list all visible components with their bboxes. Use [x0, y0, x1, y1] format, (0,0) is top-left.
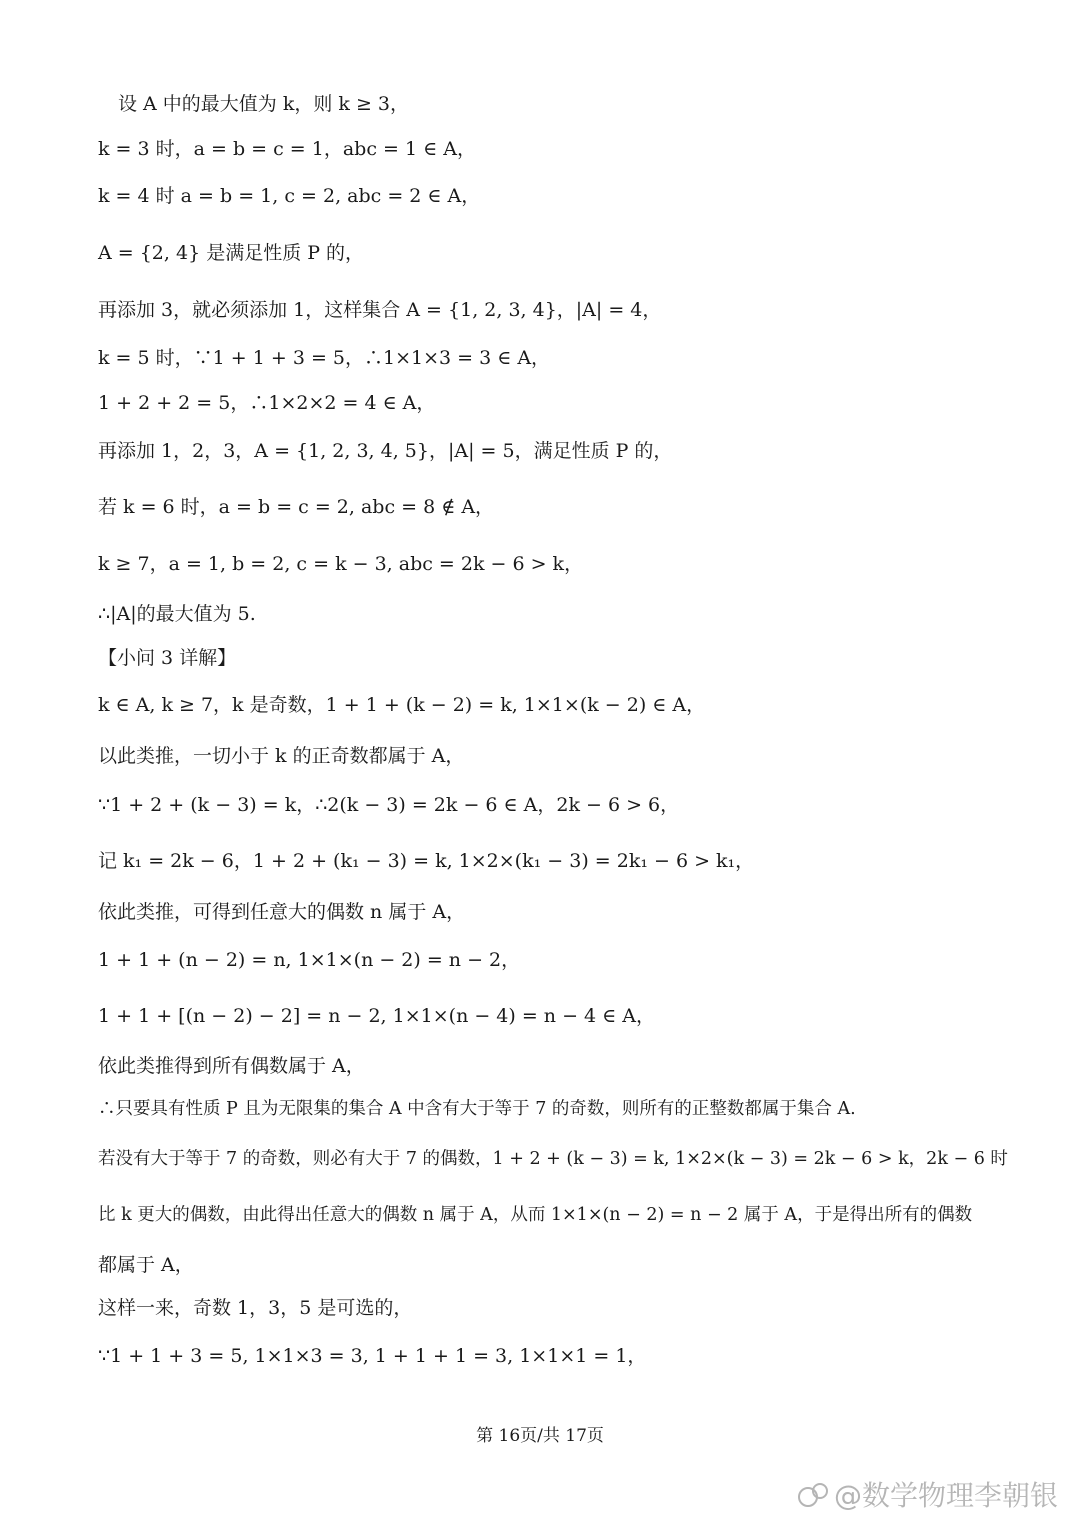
text-line: 若 k = 6 时，a = b = c = 2, abc = 8 ∉ A，: [98, 496, 495, 518]
text-line: ∴只要具有性质 P 且为无限集的集合 A 中含有大于等于 7 的奇数，则所有的正整数都属于集合 A.: [98, 1099, 856, 1119]
text-line: ∴|A|的最大值为 5.: [98, 603, 256, 625]
section-heading: 【小问 3 详解】: [98, 647, 237, 669]
text-line: 依此类推，可得到任意大的偶数 n 属于 A，: [98, 901, 466, 923]
text-line: 都属于 A，: [98, 1254, 194, 1276]
text-line: ∵1 + 1 + 3 = 5, 1×1×3 = 3, 1 + 1 + 1 = 3, 1×1×1 = 1，: [98, 1345, 647, 1367]
text-line: 依此类推得到所有偶数属于 A，: [98, 1055, 365, 1077]
text-line: k = 3 时，a = b = c = 1，abc = 1 ∈ A，: [98, 138, 476, 160]
text-line: 若没有大于等于 7 的奇数，则必有大于 7 的偶数，1 + 2 + (k − 3) = k, 1×2×(k − 3) = 2k − 6 > k，2k − 6 时: [98, 1149, 1008, 1169]
text-line: 记 k₁ = 2k − 6，1 + 2 + (k₁ − 3) = k, 1×2×(k₁ − 3) = 2k₁ − 6 > k₁，: [98, 850, 755, 872]
watermark-logo-icon: [798, 1479, 828, 1509]
text-line: k = 5 时，∵1 + 1 + 3 = 5，∴1×1×3 = 3 ∈ A，: [98, 347, 551, 369]
watermark: [798, 1474, 1058, 1514]
text-line: k ≥ 7，a = 1, b = 2, c = k − 3, abc = 2k − 6 > k，: [98, 553, 584, 575]
text-line: 比 k 更大的偶数，由此得出任意大的偶数 n 属于 A，从而 1×1×(n − 2) = n − 2 属于 A，于是得出所有的偶数: [98, 1205, 973, 1225]
text-line: 再添加 1，2，3，A = {1, 2, 3, 4, 5}，|A| = 5，满足性质 P 的，: [98, 440, 673, 462]
text-line: 1 + 1 + [(n − 2) − 2] = n − 2, 1×1×(n − 4) = n − 4 ∈ A，: [98, 1005, 655, 1027]
page-number: 第 16页/共 17页: [476, 1426, 604, 1446]
text-line: 设 A 中的最大值为 k，则 k ≥ 3，: [118, 93, 409, 115]
text-line: k ∈ A, k ≥ 7，k 是奇数，1 + 1 + (k − 2) = k, 1×1×(k − 2) ∈ A，: [98, 694, 706, 716]
text-line: k = 4 时 a = b = 1, c = 2, abc = 2 ∈ A，: [98, 185, 481, 207]
watermark-text: @数学物理李朝银: [833, 1479, 1058, 1512]
text-line: A = {2, 4} 是满足性质 P 的，: [98, 242, 365, 264]
text-line: 1 + 1 + (n − 2) = n, 1×1×(n − 2) = n − 2，: [98, 949, 521, 971]
text-line: 以此类推，一切小于 k 的正奇数都属于 A，: [98, 745, 465, 767]
text-line: 这样一来，奇数 1，3，5 是可选的，: [98, 1297, 413, 1319]
text-line: 1 + 2 + 2 = 5，∴1×2×2 = 4 ∈ A，: [98, 392, 436, 414]
text-line: ∵1 + 2 + (k − 3) = k，∴2(k − 3) = 2k − 6 ∈ A，2k − 6 > 6，: [98, 794, 680, 816]
text-line: 再添加 3，就必须添加 1，这样集合 A = {1, 2, 3, 4}，|A| = 4，: [98, 299, 662, 321]
